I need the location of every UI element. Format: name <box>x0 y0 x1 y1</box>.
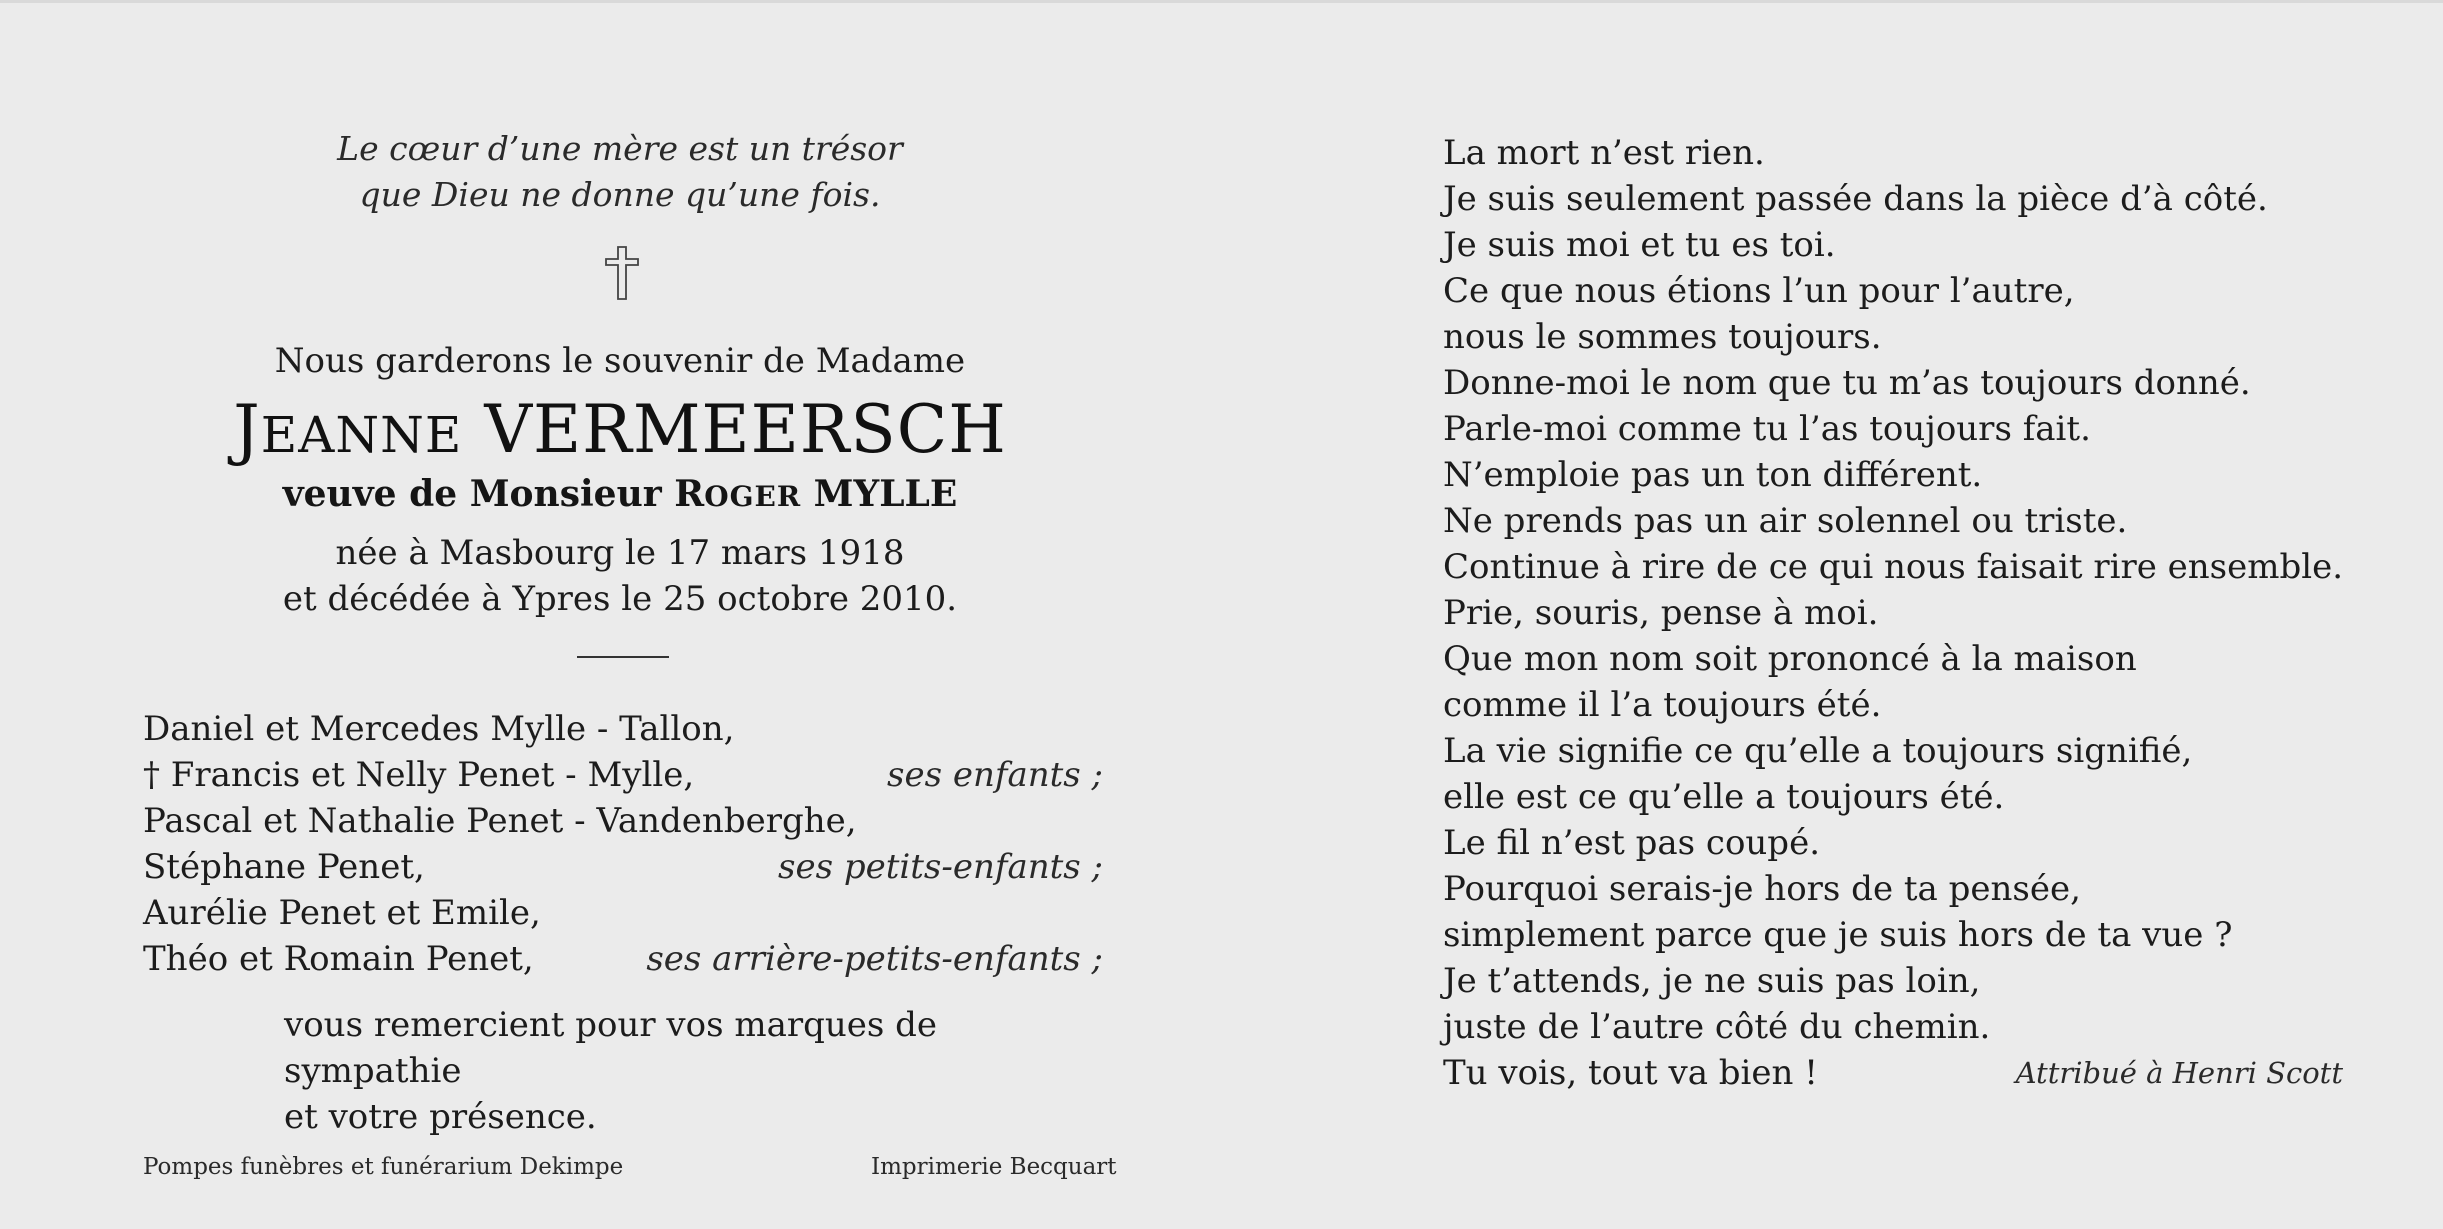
life-dates <box>150 530 1090 622</box>
poem-line: Parle-moi comme tu l’as toujours fait. <box>1443 409 2091 449</box>
family-names: Pascal et Nathalie Penet - Vandenberghe, <box>143 801 857 841</box>
family-role: ses petits-enfants ; <box>778 847 1103 887</box>
thanks-line-2: et votre présence. <box>284 1097 597 1137</box>
family-names: Stéphane Penet, <box>143 847 425 887</box>
poem-line: Le fil n’est pas coupé. <box>1443 823 1821 863</box>
poem-line: comme il l’a toujours été. <box>1443 685 1882 725</box>
widow-line <box>150 468 1090 523</box>
widow-first-rest: OGER <box>704 480 802 513</box>
poem-line: Ne prends pas un air solennel ou triste. <box>1443 501 2128 541</box>
poem-line: Je t’attends, je ne suis pas loin, <box>1443 961 1981 1001</box>
poem-line: juste de l’autre côté du chemin. <box>1443 1007 1991 1047</box>
family-names: † Francis et Nelly Penet - Mylle, <box>143 755 695 795</box>
widow-prefix: veuve de Monsieur <box>282 473 675 515</box>
poem-last-line <box>1443 1050 2343 1096</box>
family-row <box>143 798 1103 844</box>
funeral-home-credit: Pompes funèbres et funérarium Dekimpe <box>143 1154 624 1180</box>
poem <box>1443 130 2343 1096</box>
quote-line-1: Le cœur d’une mère est un trésor <box>337 129 903 168</box>
family-role: ses enfants ; <box>887 755 1103 795</box>
poem-line: Prie, souris, pense à moi. <box>1443 593 1879 633</box>
poem-line: Je suis moi et tu es toi. <box>1443 225 1836 265</box>
poem-line: Je suis seulement passée dans la pièce d’à côté. <box>1443 179 2268 219</box>
family-names: Théo et Romain Penet, <box>143 939 534 979</box>
cross-icon <box>596 245 648 301</box>
widow-surname: MYLLE <box>801 473 958 515</box>
poem-line: N’emploie pas un ton différent. <box>1443 455 1983 495</box>
family-row <box>143 752 1103 798</box>
quote-line-2: que Dieu ne donne qu’une fois. <box>359 175 881 214</box>
poem-line: Ce que nous étions l’un pour l’autre, <box>1443 271 2075 311</box>
intro-line: Nous garderons le souvenir de Madame <box>274 341 966 381</box>
family-row <box>143 890 1103 936</box>
widow-first-initial: R <box>674 473 705 515</box>
poem-line: La mort n’est rien. <box>1443 133 1765 173</box>
deceased-name <box>150 388 1090 477</box>
family-row <box>143 936 1103 982</box>
divider <box>577 656 669 658</box>
family-row <box>143 706 1103 752</box>
poem-line: Continue à rire de ce qui nous faisait rire ensemble. <box>1443 547 2344 587</box>
memorial-quote <box>200 126 1040 218</box>
family-names: Daniel et Mercedes Mylle - Tallon, <box>143 709 735 749</box>
poem-line: nous le sommes toujours. <box>1443 317 1882 357</box>
family-row <box>143 844 1103 890</box>
deceased-first-initial: J <box>233 391 261 468</box>
poem-line: Que mon nom soit prononcé à la maison <box>1443 639 2137 679</box>
poem-line: Pourquoi serais-je hors de ta pensée, <box>1443 869 2081 909</box>
death-line: et décédée à Ypres le 25 octobre 2010. <box>282 579 958 619</box>
poem-line: La vie signifie ce qu’elle a toujours signifié, <box>1443 731 2193 771</box>
family-names: Aurélie Penet et Emile, <box>143 893 541 933</box>
thanks-line-1: vous remercient pour vos marques de sympathie <box>284 1005 938 1091</box>
family-list <box>143 706 1103 982</box>
family-role: ses arrière-petits-enfants ; <box>646 939 1103 979</box>
poem-line: Donne-moi le nom que tu m’as toujours donné. <box>1443 363 2251 403</box>
deceased-surname: VERMEERSCH <box>484 391 1007 468</box>
birth-line: née à Masbourg le 17 mars 1918 <box>335 533 905 573</box>
poem-attribution: Attribué à Henri Scott <box>2015 1056 2343 1090</box>
thanks-text <box>284 1002 1104 1140</box>
poem-line: Tu vois, tout va bien ! <box>1443 1053 1818 1093</box>
printer-credit: Imprimerie Becquart <box>871 1154 1117 1180</box>
deceased-first-rest: EANNE <box>260 406 463 464</box>
poem-line: simplement parce que je suis hors de ta vue ? <box>1443 915 2233 955</box>
poem-line: elle est ce qu’elle a toujours été. <box>1443 777 2005 817</box>
